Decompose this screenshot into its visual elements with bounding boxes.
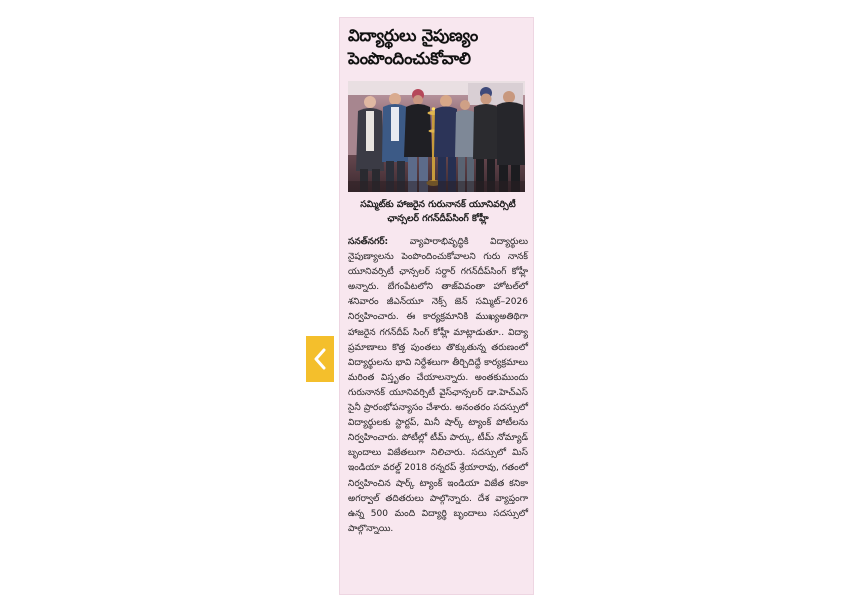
previous-page-button[interactable] bbox=[306, 336, 334, 382]
event-photo bbox=[348, 81, 525, 192]
article-dateline: సనత్‌నగర్: bbox=[348, 237, 389, 247]
article-headline: విద్యార్థులు నైపుణ్యం పెంపొందించుకోవాలి bbox=[348, 26, 478, 68]
article-body bbox=[348, 235, 528, 537]
photo-caption: సమ్మిట్‌కు హాజరైన గురునానక్ యూనివర్సిటీ ఛాన్సలర్ గగన్‌దీప్‌సింగ్ కోహ్లీ bbox=[360, 199, 516, 224]
chevron-left-icon bbox=[313, 348, 327, 370]
article-body-text: వ్యాపారాభివృద్ధికి విద్యార్థులు నైపుణ్యాలను పెంపొందించుకోవాలని గురు నానక్ యూనివర్సిటీ ఛాన్సలర్ సర్దార్ గగన్‌దీప్‌సింగ్ కోహ్లీ అన్నారు. బేగంపేటలోని తాజ్‌వివంతా హోటల్‌లో శనివారం జీఎన్‌యూ నెక్స్ జెన్ సమ్మిట్–2026 నిర్వహించారు. ఈ కార్యక్రమానికి ముఖ్యఅతిథిగా హాజరైన గగన్‌దీప్ సింగ్ కోహ్లీ మాట్లాడుతూ.. విద్యా ప్రమాణాలు కొత్త పుంతలు తొక్కుతున్న తరుణంలో విద్యార్థులను భావి నిర్దేశలుగా తీర్చిదిద్దే కార్యక్రమాలు మరింత విస్తృతం చేయాలన్నారు. అంతకుముందు గురునానక్ యూనివర్సిటీ వైస్‌ఛాన్సలర్ డా.హెచ్‌ఎస్ సైనీ ప్రారంభోపన్యాసం చేశారు. అనంతరం సదస్సులో విద్యార్థులకు స్టార్టప్, మినీ షార్క్ ట్యాంక్ పోటీలను నిర్వహించారు. పోటీల్లో టీమ్ పార్కు, టీమ్ నోమ్యాడ్ బృందాలు విజేతలుగా నిలిచారు. సదస్సులో మిస్ ఇండియా వరల్డ్ 2018 రన్నరప్ శ్రేయారావు, గతంలో నిర్వహించిన షార్క్ ట్యాంక్ ఇండియా విజేత కనికా అగర్వాల్ తదితరులు పాల్గొన్నారు. దేశ వ్యాప్తంగా ఉన్న 500 మంది విద్యార్థి బృందాలు సదస్సులో పాల్గొన్నాయి. bbox=[348, 237, 528, 534]
news-clipping bbox=[339, 17, 534, 595]
lamp-lighting-photo bbox=[348, 81, 525, 192]
